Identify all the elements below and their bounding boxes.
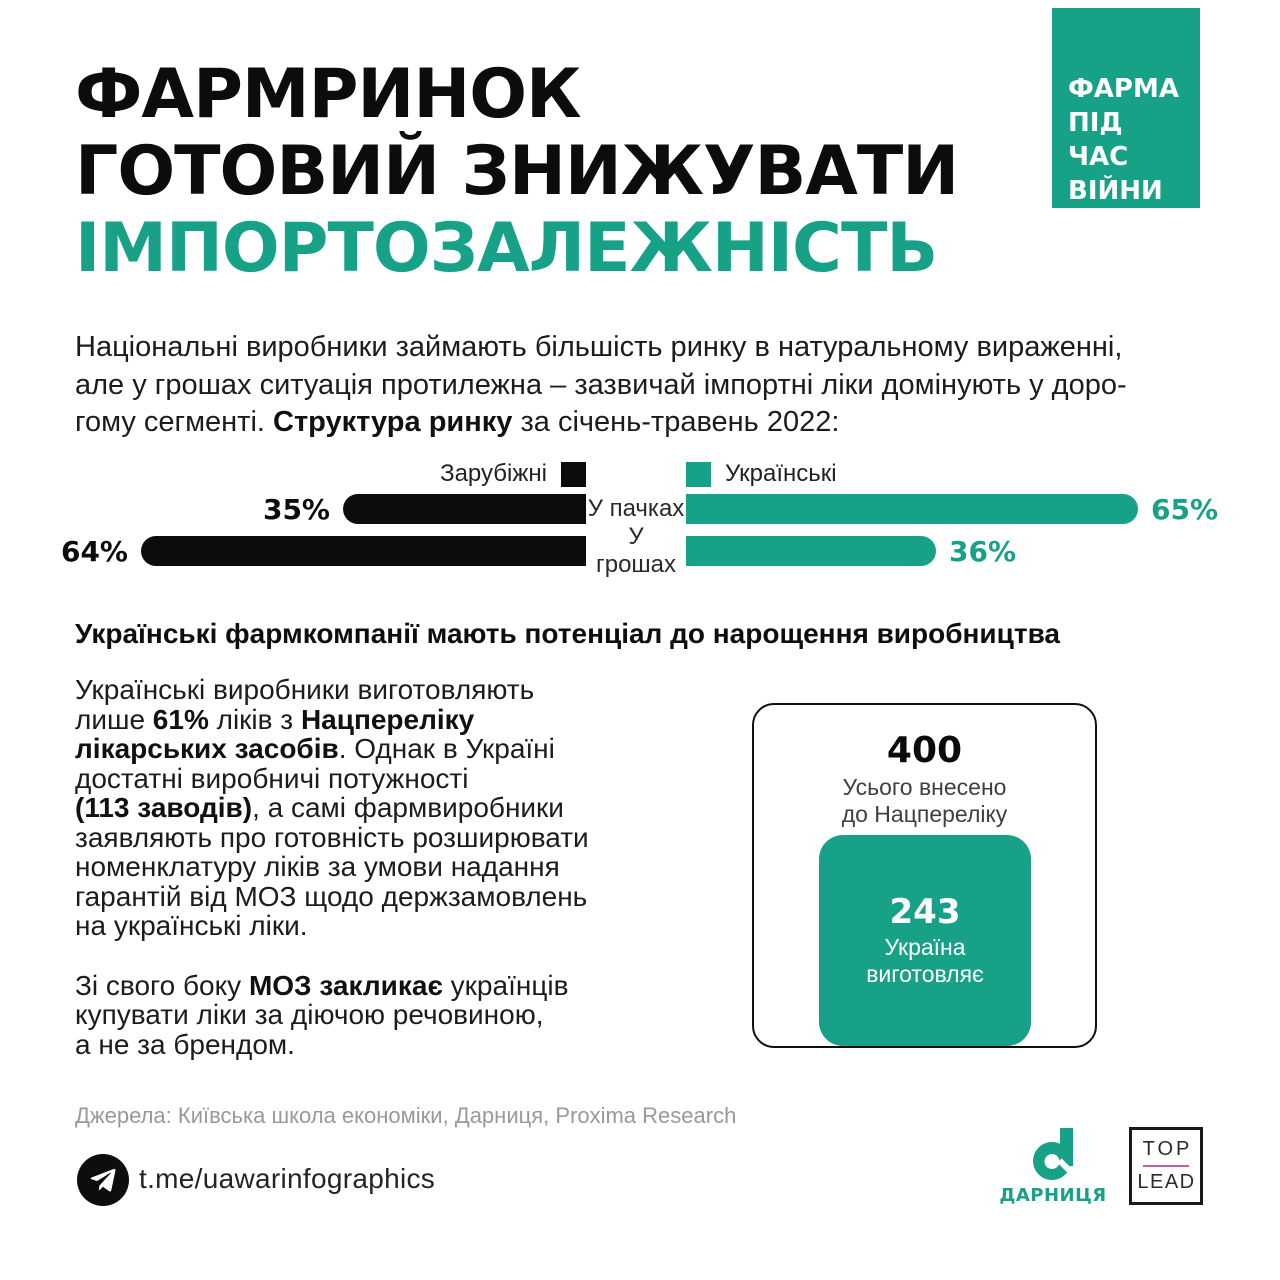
foreign-bar [141,536,586,566]
legend-label-foreign: Зарубіжні [440,460,547,487]
toplead-lead-text: LEAD [1137,1171,1196,1193]
body-text [75,675,735,1059]
telegram-link[interactable]: t.me/uawarinfographics [139,1163,436,1194]
produced-value: 243 [889,892,961,932]
ukrainian-value-label: 65% [1151,492,1219,526]
foreign-bar [343,494,586,524]
body-paragraph-2: Зі свого боку МОЗ закликає українців купувати ліки за діючою речовиною, а не за брендом. [75,969,569,1060]
intro-paragraph: Національні виробники займають більшість ринку в натуральному вираженні, але у грошах ситуація протилежна – зазвичай імпортні ліки домінують у доро- гому сегменті. Структура ринку за січень-травень 2022: [75,331,1127,438]
paper-plane-icon [88,1165,118,1195]
produced-label: Україна виготовляє [866,934,984,987]
foreign-swatch [561,462,586,487]
market-structure-chart [0,460,1280,578]
sources-line: Джерела: Київська школа економіки, Дарниця, Proxima Research [75,1103,737,1128]
ukrainian-value-label: 36% [949,534,1017,568]
chart-legend [0,461,1280,487]
produced-box [819,835,1031,1046]
ukrainian-bar [686,494,1138,524]
toplead-logo [1129,1127,1203,1205]
toplead-divider [1143,1165,1189,1167]
legend-label-ukrainian: Українські [725,460,837,487]
chart-row-2 [0,523,1280,578]
title-line-1: ФАРМРИНОК [75,55,581,134]
legend-item-ukrainian [686,460,1280,488]
total-value: 400 [886,730,963,771]
foreign-value-label: 64% [60,534,128,568]
series-badge-text: ФАРМА ПІД ЧАС ВІЙНИ [1068,74,1179,206]
body-paragraph-1: Українські виробники виготовляють лише 61% ліків з Нацпереліку лікарських засобів. Однак в Україні достатні виробничі потужності (113 заводів), а самі фармвиробники заявляють про готовність розширювати номенклатуру ліків за умови надання гарантій від МОЗ щодо держзамовлень на українські ліки. [75,674,589,941]
ukrainian-swatch [686,462,711,487]
telegram-icon[interactable] [77,1154,129,1206]
foreign-value-label: 35% [262,492,330,526]
legend-item-foreign [0,460,586,488]
national-list-card [752,703,1097,1048]
chart-row-1 [0,494,1280,524]
darnitsa-wordmark: ДАРНИЦЯ [999,1185,1107,1206]
category-label: У пачках [587,495,685,522]
category-label: У грошах [595,523,677,578]
total-label: Усього внесено до Нацпереліку [841,774,1008,827]
title-line-3: ІМПОРТОЗАЛЕЖНІСТЬ [75,209,938,288]
section-subheading: Українські фармкомпанії мають потенціал до нарощення виробництва [75,618,1060,649]
title-line-2: ГОТОВИЙ ЗНИЖУВАТИ [75,132,959,211]
darnitsa-d-icon [1033,1128,1074,1180]
series-badge [1052,8,1200,208]
toplead-top-text: TOP [1142,1138,1193,1160]
ukrainian-bar [686,536,936,566]
chart-rows [0,492,1280,578]
page-title [75,56,958,287]
darnitsa-logo [1000,1128,1106,1206]
